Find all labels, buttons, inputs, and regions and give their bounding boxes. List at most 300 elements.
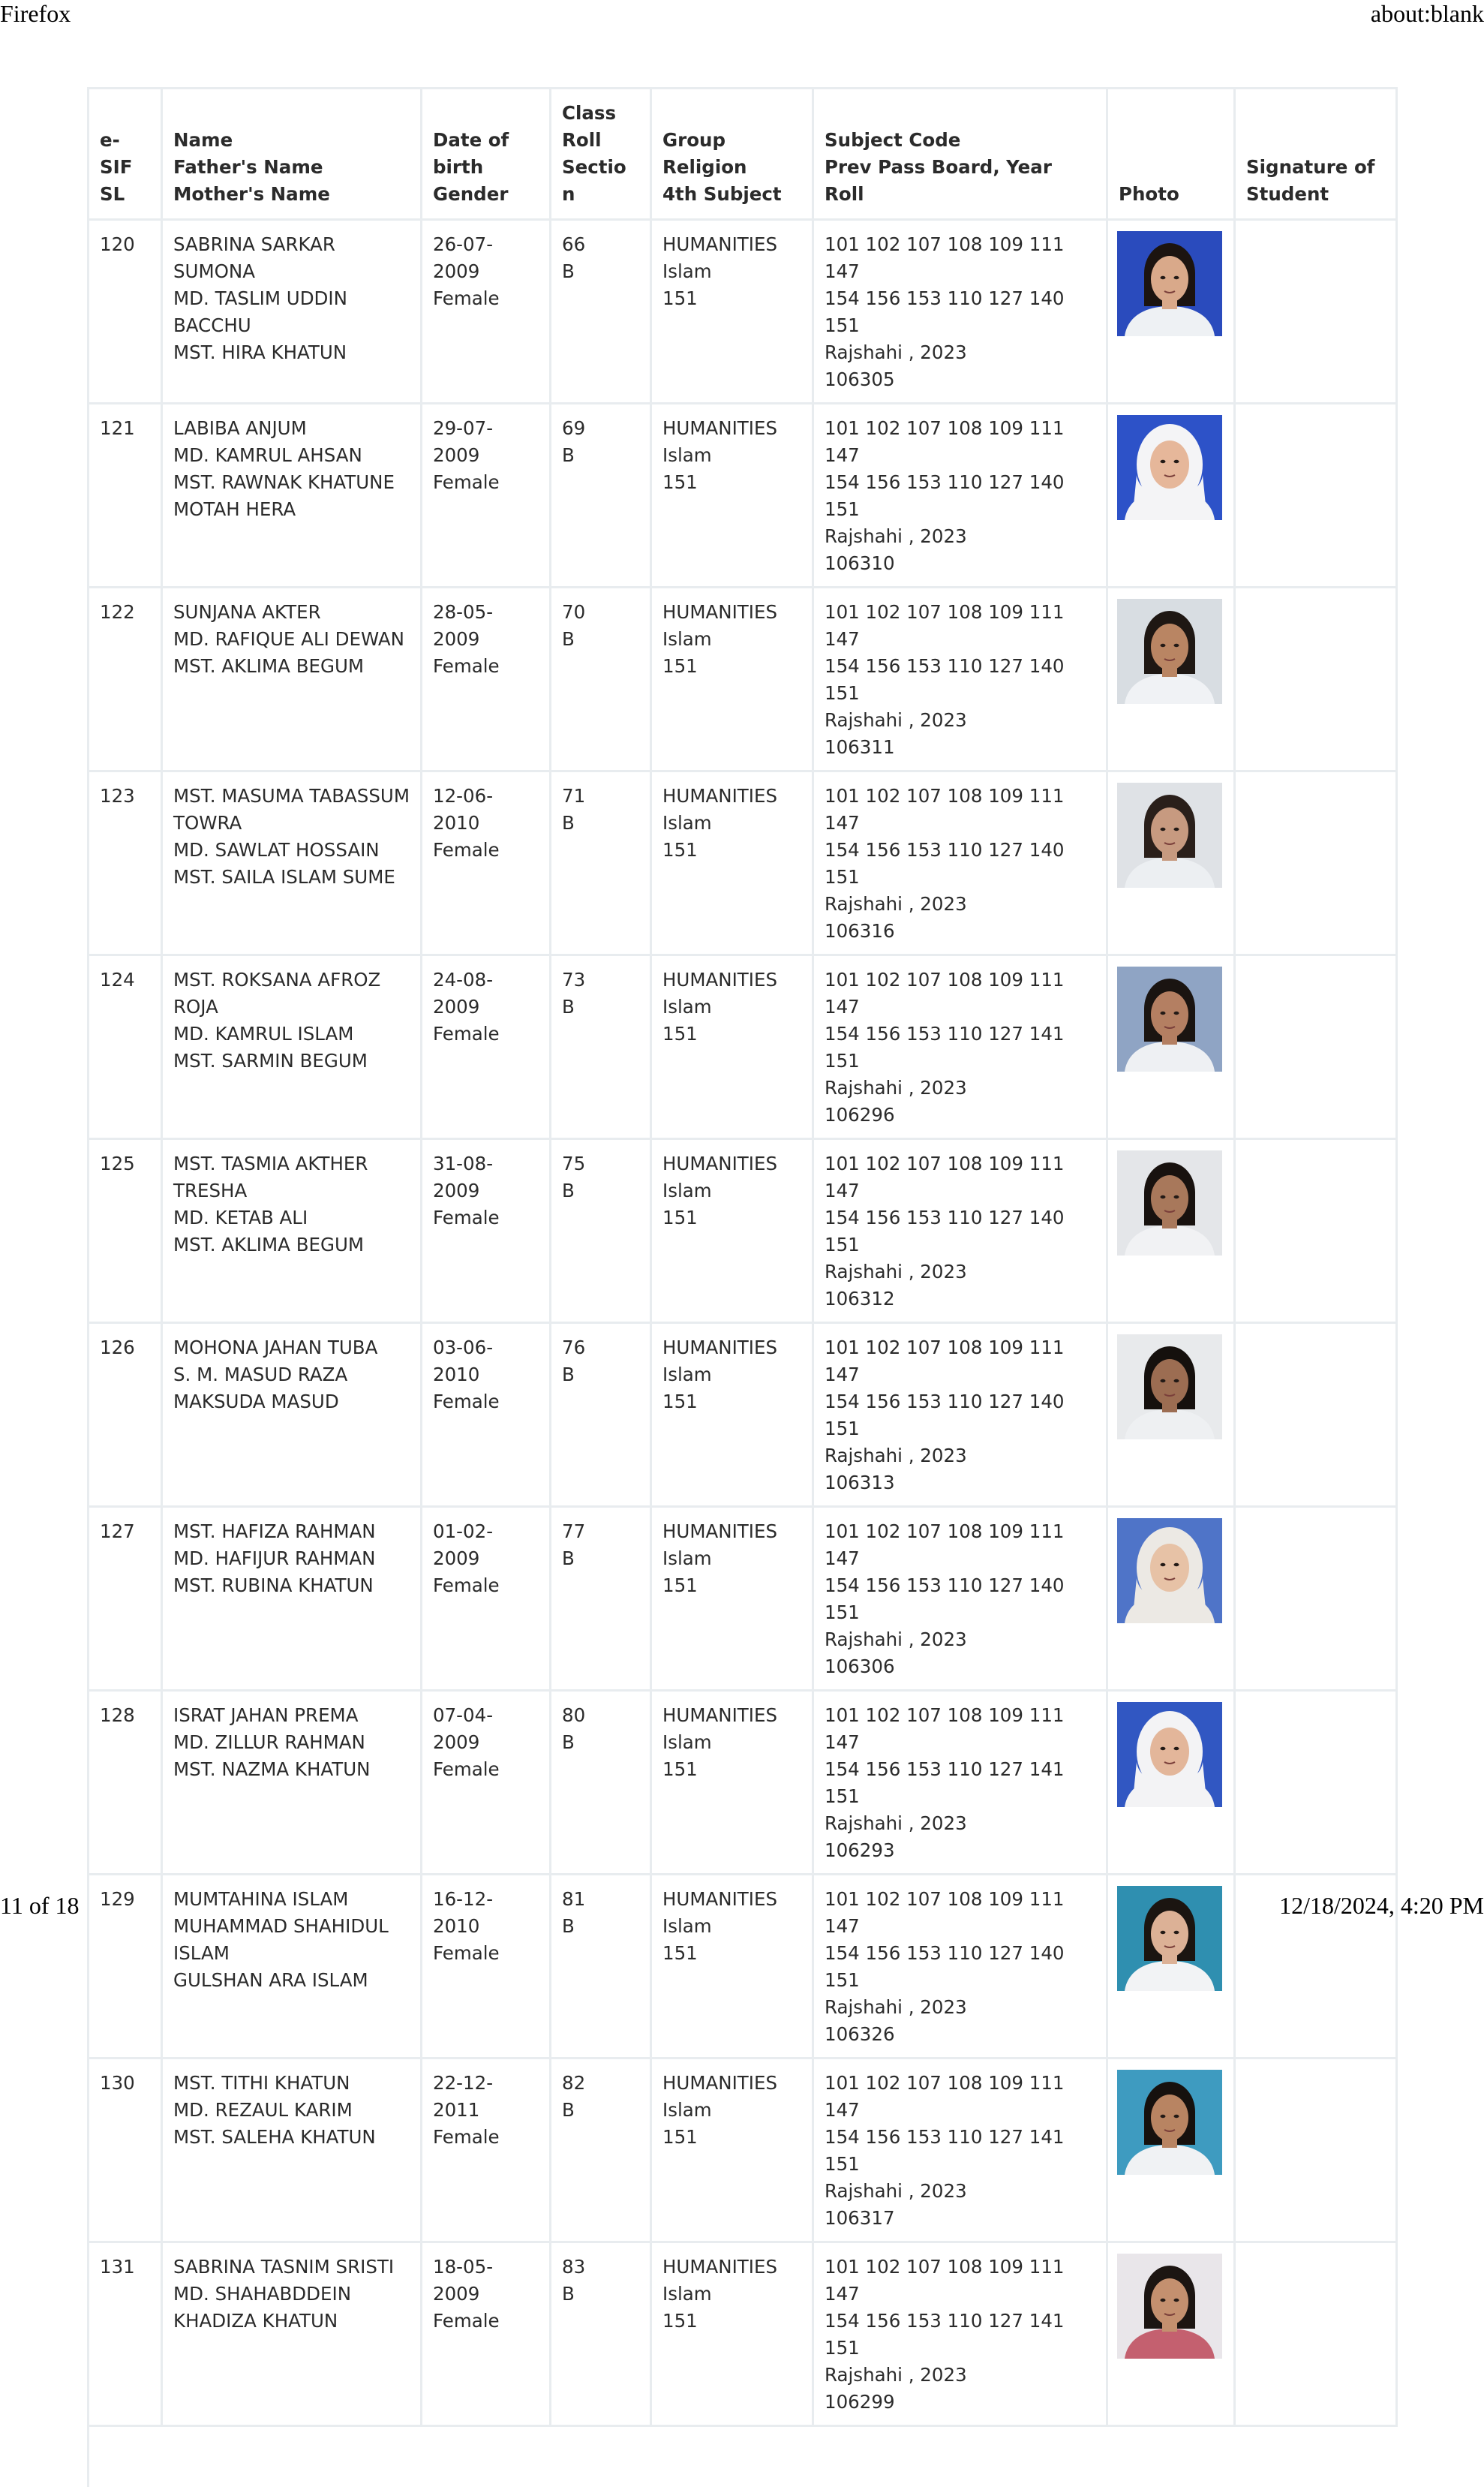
student-photo <box>1117 231 1222 336</box>
photo-eye-right <box>1174 1195 1179 1198</box>
name: MST. TITHI KHATUN <box>173 2072 350 2094</box>
dob-gender-cell <box>422 1507 551 1691</box>
signature-cell <box>1235 1507 1397 1691</box>
religion: Islam <box>662 628 712 650</box>
photo-face <box>1151 991 1188 1038</box>
dob: 28-05-2009 <box>433 601 494 650</box>
student-photo-image <box>1117 2254 1222 2359</box>
header-photo-line: Photo <box>1119 183 1179 205</box>
roll: 69 <box>562 417 586 439</box>
sl-cell <box>89 955 162 1139</box>
group-religion-cell <box>651 588 813 771</box>
header-name <box>162 89 422 220</box>
table-row <box>89 1139 1397 1323</box>
print-header-url: about:blank <box>1370 0 1484 27</box>
section: B <box>562 260 575 282</box>
student-photo-image <box>1117 1334 1222 1439</box>
photo-eye-right <box>1174 460 1179 463</box>
dob-gender-cell <box>422 1323 551 1507</box>
subject-codes-cell <box>813 2242 1107 2426</box>
gender: Female <box>433 287 500 309</box>
photo-cell <box>1107 404 1235 588</box>
header-subject-line: Subject Code <box>825 129 961 151</box>
group: HUMANITIES <box>662 233 778 255</box>
prev-roll: 106313 <box>825 1472 895 1493</box>
header-photo <box>1107 89 1235 220</box>
photo-cell <box>1107 1507 1235 1691</box>
prev-roll: 106299 <box>825 2391 895 2413</box>
student-photo-image <box>1117 231 1222 336</box>
header-dob-line: Gender <box>433 183 509 205</box>
student-photo-image <box>1117 967 1222 1072</box>
dob: 01-02-2009 <box>433 1520 494 1569</box>
codes2: 154 156 153 110 127 140 151 <box>825 655 1065 704</box>
codes1: 101 102 107 108 109 111 147 <box>825 785 1065 834</box>
roll: 80 <box>562 1704 586 1726</box>
sl: 131 <box>100 2256 135 2278</box>
roll-section-cell <box>551 2058 651 2242</box>
board: Rajshahi , 2023 <box>825 1077 967 1099</box>
header-signature-line: Student <box>1246 183 1329 205</box>
sl-cell <box>89 1323 162 1507</box>
photo-cell <box>1107 2242 1235 2426</box>
roll-section-cell <box>551 220 651 404</box>
section: B <box>562 812 575 834</box>
header-name-line: Name <box>173 129 233 151</box>
dob: 24-08-2009 <box>433 969 494 1018</box>
dob-gender-cell <box>422 1139 551 1323</box>
subject-codes-cell <box>813 220 1107 404</box>
header-name-line: Mother's Name <box>173 183 330 205</box>
photo-eye-left <box>1161 1195 1166 1198</box>
header-sl <box>89 89 162 220</box>
group-religion-cell <box>651 2242 813 2426</box>
names-cell <box>162 1507 422 1691</box>
board: Rajshahi , 2023 <box>825 1996 967 2018</box>
student-photo <box>1117 2254 1222 2359</box>
religion: Islam <box>662 1915 712 1937</box>
photo-eye-right <box>1174 644 1179 647</box>
table-row <box>89 2058 1397 2242</box>
print-footer-page: 11 of 18 <box>0 1892 80 1919</box>
signature-cell <box>1235 1139 1397 1323</box>
sl-cell <box>89 588 162 771</box>
photo-cell <box>1107 1323 1235 1507</box>
codes2: 154 156 153 110 127 140 151 <box>825 1207 1065 1256</box>
sl-cell <box>89 2058 162 2242</box>
section: B <box>562 1364 575 1385</box>
student-photo-image <box>1117 2070 1222 2175</box>
codes1: 101 102 107 108 109 111 147 <box>825 1704 1065 1753</box>
gender: Female <box>433 839 500 861</box>
fourth: 151 <box>662 1023 698 1045</box>
dob-gender-cell <box>422 955 551 1139</box>
father: MD. RAFIQUE ALI DEWAN <box>173 628 404 650</box>
header-class-line: Class <box>562 102 617 124</box>
sl: 122 <box>100 601 135 623</box>
photo-eye-left <box>1161 460 1166 463</box>
sl: 120 <box>100 233 135 255</box>
fourth: 151 <box>662 471 698 493</box>
fourth: 151 <box>662 1391 698 1412</box>
name: MST. MASUMA TABASSUM TOWRA <box>173 785 410 834</box>
group: HUMANITIES <box>662 601 778 623</box>
names-cell <box>162 220 422 404</box>
subject-codes-cell <box>813 1139 1107 1323</box>
name: MUMTAHINA ISLAM <box>173 1888 349 1910</box>
sl: 130 <box>100 2072 135 2094</box>
photo-eye-left <box>1161 1012 1166 1015</box>
father: MD. SAWLAT HOSSAIN <box>173 839 380 861</box>
gender: Female <box>433 1207 500 1228</box>
name: MST. ROKSANA AFROZ ROJA <box>173 969 381 1018</box>
mother: MST. SALEHA KHATUN <box>173 2126 376 2148</box>
group: HUMANITIES <box>662 417 778 439</box>
religion: Islam <box>662 1180 712 1201</box>
header-group-line: Group <box>662 129 726 151</box>
dob-gender-cell <box>422 1691 551 1875</box>
header-sl-line: SL <box>100 183 125 205</box>
gender: Female <box>433 471 500 493</box>
prev-roll: 106316 <box>825 920 895 942</box>
codes1: 101 102 107 108 109 111 147 <box>825 969 1065 1018</box>
group-religion-cell <box>651 1507 813 1691</box>
print-header-app: Firefox <box>0 0 71 27</box>
photo-eye-right <box>1174 276 1179 279</box>
sl-cell <box>89 404 162 588</box>
header-subject-line: Prev Pass Board, Year <box>825 156 1052 178</box>
names-cell <box>162 1323 422 1507</box>
codes1: 101 102 107 108 109 111 147 <box>825 2256 1065 2305</box>
codes1: 101 102 107 108 109 111 147 <box>825 2072 1065 2121</box>
codes1: 101 102 107 108 109 111 147 <box>825 601 1065 650</box>
dob-gender-cell <box>422 404 551 588</box>
name: SUNJANA AKTER <box>173 601 321 623</box>
student-photo <box>1117 783 1222 888</box>
gender: Female <box>433 2310 500 2332</box>
print-footer <box>0 1891 1484 1921</box>
codes1: 101 102 107 108 109 111 147 <box>825 1888 1065 1937</box>
section: B <box>562 444 575 466</box>
name: SABRINA TASNIM SRISTI <box>173 2256 395 2278</box>
sl: 128 <box>100 1704 135 1726</box>
name: ISRAT JAHAN PREMA <box>173 1704 359 1726</box>
signature-cell <box>1235 220 1397 404</box>
sl: 124 <box>100 969 135 991</box>
photo-face <box>1150 1544 1189 1592</box>
roll-section-cell <box>551 1507 651 1691</box>
roll: 66 <box>562 233 586 255</box>
subject-codes-cell <box>813 1691 1107 1875</box>
subject-codes-cell <box>813 955 1107 1139</box>
subject-codes-cell <box>813 1507 1107 1691</box>
board: Rajshahi , 2023 <box>825 525 967 547</box>
group-religion-cell <box>651 1691 813 1875</box>
table-row <box>89 771 1397 955</box>
table-row <box>89 404 1397 588</box>
student-photo-image <box>1117 415 1222 520</box>
header-subject <box>813 89 1107 220</box>
photo-eye-right <box>1174 1379 1179 1382</box>
group-religion-cell <box>651 1139 813 1323</box>
mother: MST. NAZMA KHATUN <box>173 1758 371 1780</box>
dob-gender-cell <box>422 2058 551 2242</box>
roll: 76 <box>562 1337 586 1358</box>
section: B <box>562 628 575 650</box>
gender: Female <box>433 1758 500 1780</box>
names-cell <box>162 1691 422 1875</box>
group-religion-cell <box>651 1323 813 1507</box>
gender: Female <box>433 1574 500 1596</box>
header-signature <box>1235 89 1397 220</box>
codes2: 154 156 153 110 127 141 151 <box>825 2126 1065 2175</box>
signature-cell <box>1235 2242 1397 2426</box>
section: B <box>562 1180 575 1201</box>
name: MST. TASMIA AKTHER TRESHA <box>173 1153 368 1201</box>
group: HUMANITIES <box>662 2256 778 2278</box>
mother: MST. SAILA ISLAM SUME <box>173 866 395 888</box>
fourth: 151 <box>662 2126 698 2148</box>
father: MD. KETAB ALI <box>173 1207 308 1228</box>
codes2: 154 156 153 110 127 141 151 <box>825 1758 1065 1807</box>
board: Rajshahi , 2023 <box>825 1628 967 1650</box>
subject-codes-cell <box>813 771 1107 955</box>
dob: 29-07-2009 <box>433 417 494 466</box>
name: LABIBA ANJUM <box>173 417 307 439</box>
codes2: 154 156 153 110 127 141 151 <box>825 1023 1065 1072</box>
names-cell <box>162 588 422 771</box>
father: MD. ZILLUR RAHMAN <box>173 1731 365 1753</box>
sl: 121 <box>100 417 135 439</box>
sl-cell <box>89 1139 162 1323</box>
photo-cell <box>1107 771 1235 955</box>
religion: Islam <box>662 1547 712 1569</box>
roll: 73 <box>562 969 586 991</box>
photo-eye-left <box>1161 2115 1166 2118</box>
signature-cell <box>1235 1691 1397 1875</box>
photo-face <box>1151 1175 1188 1222</box>
fourth: 151 <box>662 655 698 677</box>
codes2: 154 156 153 110 127 140 151 <box>825 471 1065 520</box>
gender: Female <box>433 2126 500 2148</box>
sl-cell <box>89 220 162 404</box>
photo-cell <box>1107 1139 1235 1323</box>
student-photo-image <box>1117 1518 1222 1623</box>
group: HUMANITIES <box>662 1704 778 1726</box>
religion: Islam <box>662 1731 712 1753</box>
gender: Female <box>433 1942 500 1964</box>
table-left-border-tail <box>87 2427 89 2487</box>
dob-gender-cell <box>422 588 551 771</box>
dob: 31-08-2009 <box>433 1153 494 1201</box>
group: HUMANITIES <box>662 1337 778 1358</box>
roll: 75 <box>562 1153 586 1174</box>
photo-face <box>1151 807 1188 854</box>
print-header <box>0 0 1484 30</box>
photo-eye-left <box>1161 1379 1166 1382</box>
roll-section-cell <box>551 771 651 955</box>
codes1: 101 102 107 108 109 111 147 <box>825 1153 1065 1201</box>
table-row <box>89 1507 1397 1691</box>
roll-section-cell <box>551 1323 651 1507</box>
name: SABRINA SARKAR SUMONA <box>173 233 335 282</box>
photo-eye-left <box>1161 2299 1166 2302</box>
table-row <box>89 220 1397 404</box>
prev-roll: 106312 <box>825 1288 895 1310</box>
board: Rajshahi , 2023 <box>825 1812 967 1834</box>
sl-cell <box>89 2242 162 2426</box>
photo-eye-right <box>1174 2115 1179 2118</box>
section: B <box>562 2283 575 2305</box>
names-cell <box>162 771 422 955</box>
codes2: 154 156 153 110 127 140 151 <box>825 1391 1065 1439</box>
header-dob <box>422 89 551 220</box>
photo-face <box>1151 624 1188 670</box>
photo-eye-right <box>1174 1563 1179 1566</box>
group-religion-cell <box>651 955 813 1139</box>
dob: 26-07-2009 <box>433 233 494 282</box>
photo-cell <box>1107 2058 1235 2242</box>
table-header-row <box>89 89 1397 220</box>
gender: Female <box>433 1023 500 1045</box>
photo-eye-left <box>1161 1747 1166 1750</box>
photo-face <box>1151 2278 1188 2325</box>
student-photo-image <box>1117 783 1222 888</box>
mother: GULSHAN ARA ISLAM <box>173 1969 368 1991</box>
photo-cell <box>1107 1691 1235 1875</box>
roll-section-cell <box>551 955 651 1139</box>
father: MD. KAMRUL ISLAM <box>173 1023 354 1045</box>
photo-eye-left <box>1161 1563 1166 1566</box>
header-group <box>651 89 813 220</box>
dob-gender-cell <box>422 2242 551 2426</box>
student-register-sheet <box>87 87 1395 2427</box>
roll: 82 <box>562 2072 586 2094</box>
codes2: 154 156 153 110 127 140 151 <box>825 287 1065 336</box>
sl-cell <box>89 1691 162 1875</box>
photo-cell <box>1107 220 1235 404</box>
sl: 123 <box>100 785 135 807</box>
photo-face <box>1150 1728 1189 1776</box>
roll-section-cell <box>551 1139 651 1323</box>
student-photo-image <box>1117 599 1222 704</box>
codes2: 154 156 153 110 127 140 151 <box>825 1942 1065 1991</box>
board: Rajshahi , 2023 <box>825 893 967 915</box>
fourth: 151 <box>662 1942 698 1964</box>
names-cell <box>162 1139 422 1323</box>
header-class-line: Roll <box>562 129 602 151</box>
print-footer-datetime: 12/18/2024, 4:20 PM <box>1279 1892 1484 1919</box>
section: B <box>562 996 575 1018</box>
header-dob-line: birth <box>433 156 484 178</box>
table-row <box>89 1691 1397 1875</box>
roll-section-cell <box>551 404 651 588</box>
prev-roll: 106293 <box>825 1839 895 1861</box>
photo-eye-left <box>1161 644 1166 647</box>
board: Rajshahi , 2023 <box>825 341 967 363</box>
prev-roll: 106306 <box>825 1655 895 1677</box>
religion: Islam <box>662 996 712 1018</box>
student-photo <box>1117 599 1222 704</box>
codes1: 101 102 107 108 109 111 147 <box>825 1520 1065 1569</box>
name: MOHONA JAHAN TUBA <box>173 1337 378 1358</box>
name: MST. HAFIZA RAHMAN <box>173 1520 376 1542</box>
names-cell <box>162 404 422 588</box>
codes2: 154 156 153 110 127 141 151 <box>825 2310 1065 2359</box>
dob: 12-06-2010 <box>433 785 494 834</box>
photo-eye-right <box>1174 1747 1179 1750</box>
photo-eye-right <box>1174 828 1179 831</box>
religion: Islam <box>662 812 712 834</box>
photo-eye-left <box>1161 276 1166 279</box>
prev-roll: 106310 <box>825 552 895 574</box>
signature-cell <box>1235 955 1397 1139</box>
fourth: 151 <box>662 1207 698 1228</box>
header-subject-line: Roll <box>825 183 864 205</box>
father: MD. KAMRUL AHSAN <box>173 444 362 466</box>
mother: MST. RAWNAK KHATUNE MOTAH HERA <box>173 471 395 520</box>
signature-cell <box>1235 588 1397 771</box>
header-sl-line: e-SIF <box>100 129 133 178</box>
group-religion-cell <box>651 771 813 955</box>
header-dob-line: Date of <box>433 129 509 151</box>
section: B <box>562 1915 575 1937</box>
mother: MST. RUBINA KHATUN <box>173 1574 374 1596</box>
group-religion-cell <box>651 404 813 588</box>
roll: 77 <box>562 1520 586 1542</box>
subject-codes-cell <box>813 2058 1107 2242</box>
prev-roll: 106317 <box>825 2207 895 2229</box>
sl: 127 <box>100 1520 135 1542</box>
board: Rajshahi , 2023 <box>825 709 967 731</box>
codes1: 101 102 107 108 109 111 147 <box>825 417 1065 466</box>
prev-roll: 106305 <box>825 368 895 390</box>
dob-gender-cell <box>422 771 551 955</box>
section: B <box>562 1547 575 1569</box>
group: HUMANITIES <box>662 1520 778 1542</box>
photo-face <box>1151 256 1188 302</box>
signature-cell <box>1235 771 1397 955</box>
fourth: 151 <box>662 839 698 861</box>
table-row <box>89 588 1397 771</box>
student-photo <box>1117 967 1222 1072</box>
mother: MST. AKLIMA BEGUM <box>173 1234 365 1256</box>
prev-roll: 106296 <box>825 1104 895 1126</box>
religion: Islam <box>662 1364 712 1385</box>
dob: 07-04-2009 <box>433 1704 494 1753</box>
group-religion-cell <box>651 2058 813 2242</box>
table-row <box>89 955 1397 1139</box>
student-photo <box>1117 1150 1222 1256</box>
codes1: 101 102 107 108 109 111 147 <box>825 1337 1065 1385</box>
dob: 22-12-2011 <box>433 2072 494 2121</box>
religion: Islam <box>662 2283 712 2305</box>
roll: 83 <box>562 2256 586 2278</box>
father: MD. TASLIM UDDIN BACCHU <box>173 287 347 336</box>
mother: MAKSUDA MASUD <box>173 1391 339 1412</box>
board: Rajshahi , 2023 <box>825 1445 967 1466</box>
photo-cell <box>1107 588 1235 771</box>
religion: Islam <box>662 444 712 466</box>
roll: 71 <box>562 785 586 807</box>
roll-section-cell <box>551 2242 651 2426</box>
group-religion-cell <box>651 220 813 404</box>
fourth: 151 <box>662 2310 698 2332</box>
codes2: 154 156 153 110 127 140 151 <box>825 1574 1065 1623</box>
names-cell <box>162 2242 422 2426</box>
mother: MST. SARMIN BEGUM <box>173 1050 368 1072</box>
table-row <box>89 2242 1397 2426</box>
